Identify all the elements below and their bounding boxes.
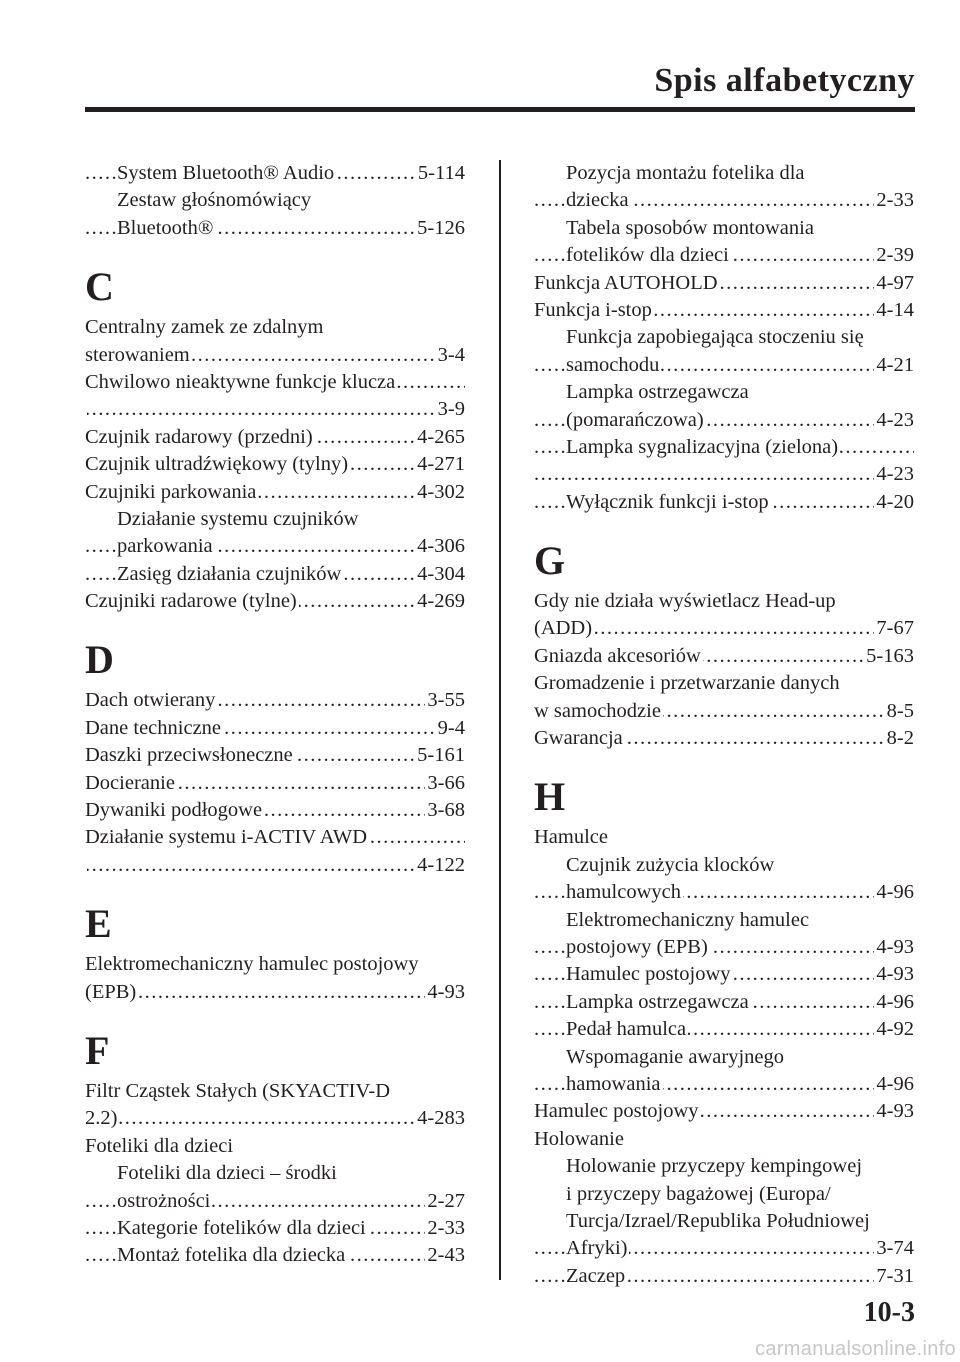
entry-text: Foteliki dla dzieci – środki — [117, 1162, 337, 1185]
index-entry — [534, 670, 914, 697]
entry-text: Afryki) — [566, 1237, 628, 1260]
entry-page-ref: 4-97 — [874, 270, 914, 297]
entry-page-ref: 3-66 — [425, 770, 465, 797]
index-entry — [85, 342, 465, 369]
entry-text: Wyłącznik funkcji i-stop — [566, 490, 769, 513]
page-number: 10-3 — [863, 1297, 915, 1328]
index-subentry — [85, 160, 465, 187]
entry-page-ref: 4-23 — [874, 461, 914, 488]
index-entry — [85, 824, 465, 851]
entry-page-ref: 3-74 — [874, 1235, 914, 1262]
index-subentry — [534, 461, 914, 488]
entry-text: Turcja/Izrael/Republika Południowej — [566, 1209, 870, 1232]
index-subentry — [85, 1188, 465, 1215]
index-entry — [85, 369, 465, 396]
entry-text: samochodu — [566, 353, 660, 376]
entry-text — [85, 854, 87, 876]
index-subentry — [534, 852, 914, 879]
index-entry — [534, 1126, 914, 1153]
index-subentry — [534, 1263, 914, 1290]
entry-page-ref: 5-163 — [864, 643, 914, 670]
entry-text: Gniazda akcesoriów — [534, 644, 701, 667]
index-subentry — [534, 407, 914, 434]
page-header-title: Spis alfabetyczny — [654, 62, 915, 99]
dot-leader — [85, 1105, 465, 1132]
column-divider — [499, 160, 501, 1280]
entry-page-ref: 4-306 — [415, 533, 465, 560]
entry-text: sterowaniem — [85, 343, 190, 366]
entry-page-ref: 4-20 — [874, 489, 914, 516]
index-entry — [85, 1078, 465, 1105]
index-entry — [534, 824, 914, 851]
entry-text: dziecka — [566, 189, 629, 212]
index-subentry — [85, 561, 465, 588]
entry-page-ref: 5-161 — [415, 742, 465, 769]
entry-text: System Bluetooth® Audio — [117, 162, 335, 184]
index-subentry — [85, 533, 465, 560]
index-entry — [85, 314, 465, 341]
entry-text: Lampka ostrzegawcza — [566, 990, 749, 1013]
index-column-right — [534, 160, 914, 1290]
index-subentry — [534, 242, 914, 269]
entry-text: fotelików dla dzieci — [566, 244, 729, 267]
entry-page-ref: 2-43 — [425, 1242, 465, 1269]
entry-text: Czujniki parkowania — [85, 480, 257, 503]
entry-page-ref: 4-96 — [874, 989, 914, 1016]
index-subentry — [534, 879, 914, 906]
index-entry — [85, 479, 465, 506]
entry-text: w samochodzie — [534, 699, 661, 722]
entry-text — [85, 398, 87, 420]
entry-text: Filtr Cząstek Stałych (SKYACTIV-D — [85, 1079, 391, 1102]
index-subentry — [534, 1016, 914, 1043]
index-entry — [85, 1105, 465, 1132]
entry-text: Lampka ostrzegawcza — [566, 381, 749, 404]
entry-text: Bluetooth® — [117, 216, 214, 239]
index-entry — [534, 615, 914, 642]
entry-text: Dywaniki podłogowe — [85, 799, 263, 822]
dot-leader — [534, 461, 914, 488]
entry-text: Centralny zamek ze zdalnym — [85, 316, 324, 339]
index-entry — [85, 451, 465, 478]
dot-leader — [85, 852, 465, 879]
watermark: carmanualsonline.info — [755, 1338, 956, 1360]
index-subentry — [534, 1071, 914, 1098]
entry-text: Chwilowo nieaktywne funkcje klucza — [85, 370, 396, 393]
entry-page-ref: 9-4 — [436, 715, 465, 742]
entry-text: Gwarancja — [534, 727, 623, 750]
entry-text: Działanie systemu czujników — [117, 507, 359, 530]
index-subentry — [534, 1235, 914, 1262]
entry-text: Dane techniczne — [85, 716, 222, 739]
index-entry — [534, 297, 914, 324]
index-subentry — [534, 160, 914, 187]
index-subentry — [85, 1242, 465, 1269]
index-entry — [85, 770, 465, 797]
entry-page-ref: 2-39 — [874, 242, 914, 269]
index-entry — [85, 797, 465, 824]
entry-text: Montaż fotelika dla dziecka — [117, 1244, 346, 1267]
index-subentry — [85, 215, 465, 242]
entry-text: hamulcowych — [566, 881, 681, 904]
entry-text: Docieranie — [85, 771, 175, 794]
index-subentry — [534, 215, 914, 242]
entry-text: Funkcja i-stop — [534, 298, 652, 321]
entry-page-ref: 4-92 — [874, 1016, 914, 1043]
index-entry — [85, 715, 465, 742]
entry-page-ref: 4-93 — [874, 1098, 914, 1125]
index-subentry — [534, 1153, 914, 1180]
entry-text: Czujniki radarowe (tylne) — [85, 590, 297, 613]
index-subentry — [534, 961, 914, 988]
entry-text: Dach otwierany — [85, 689, 216, 712]
entry-page-ref: 7-67 — [874, 615, 914, 642]
index-subentry — [534, 324, 914, 351]
section-letter: C — [85, 264, 114, 310]
index-entry — [534, 725, 914, 752]
entry-page-ref: 4-14 — [874, 297, 914, 324]
entry-text: Hamulec postojowy — [566, 963, 731, 986]
index-subentry — [534, 1208, 914, 1235]
index-subentry — [534, 1181, 914, 1208]
entry-page-ref: 4-93 — [874, 934, 914, 961]
index-subentry — [534, 1044, 914, 1071]
entry-page-ref: 4-93 — [425, 979, 465, 1006]
entry-text: Pedał hamulca — [566, 1018, 687, 1041]
index-subentry — [534, 187, 914, 214]
entry-text: postojowy (EPB) — [566, 935, 708, 958]
section-letter: F — [85, 1027, 110, 1073]
index-subentry — [85, 1215, 465, 1242]
entry-page-ref: 4-122 — [415, 852, 465, 879]
entry-text: Foteliki dla dzieci — [85, 1134, 234, 1157]
entry-page-ref: 4-269 — [415, 588, 465, 615]
dot-leader — [85, 396, 465, 423]
entry-page-ref: 5-126 — [415, 215, 465, 242]
index-subentry — [85, 506, 465, 533]
index-entry — [85, 951, 465, 978]
section-letter: G — [534, 538, 566, 584]
section-letter: D — [85, 637, 114, 683]
index-entry — [85, 687, 465, 714]
dot-leader — [85, 979, 465, 1006]
entry-text — [566, 463, 568, 485]
index-entry — [534, 1098, 914, 1125]
index-subentry — [534, 434, 914, 461]
header-rule — [85, 107, 915, 112]
index-entry — [534, 270, 914, 297]
entry-text: Wspomaganie awaryjnego — [566, 1045, 785, 1068]
index-subentry — [534, 489, 914, 516]
entry-text: Funkcja zapobiegająca stoczeniu się — [566, 326, 864, 349]
entry-page-ref: 8-5 — [885, 698, 914, 725]
entry-text: i przyczepy bagażowej (Europa/ — [566, 1182, 831, 1205]
entry-page-ref: 3-55 — [425, 687, 465, 714]
entry-page-ref: 5-114 — [416, 160, 465, 187]
section-letter: E — [85, 901, 112, 947]
entry-page-ref: 2-27 — [425, 1188, 465, 1215]
entry-text: (ADD) — [534, 617, 593, 640]
entry-text: hamowania — [566, 1072, 661, 1095]
entry-page-ref: 4-304 — [415, 561, 465, 588]
entry-text: Hamulce — [534, 826, 608, 849]
entry-page-ref: 7-31 — [874, 1263, 914, 1290]
index-subentry — [534, 934, 914, 961]
entry-text: parkowania — [117, 535, 213, 558]
entry-page-ref: 3-4 — [436, 342, 465, 369]
entry-text: Czujnik radarowy (przedni) — [85, 425, 313, 448]
index-entry — [85, 979, 465, 1006]
entry-text: Daszki przeciwsłoneczne — [85, 744, 293, 767]
entry-page-ref: 4-265 — [415, 424, 465, 451]
entry-page-ref: 2-33 — [874, 187, 914, 214]
entry-text: Zestaw głośnomówiący — [117, 189, 312, 212]
entry-page-ref: 4-21 — [874, 352, 914, 379]
entry-text: Tabela sposobów montowania — [566, 216, 814, 239]
entry-text: Działanie systemu i-ACTIV AWD — [85, 826, 368, 849]
entry-text: Gdy nie działa wyświetlacz Head-up — [534, 590, 836, 613]
entry-text: (EPB) — [85, 980, 137, 1003]
entry-page-ref: 2-33 — [425, 1215, 465, 1242]
entry-text: Czujnik zużycia klocków — [566, 853, 775, 876]
entry-text: Kategorie fotelików dla dzieci — [117, 1216, 366, 1239]
section-letter: H — [534, 774, 566, 820]
entry-text: Holowanie — [534, 1127, 624, 1150]
entry-page-ref: 4-271 — [415, 451, 465, 478]
entry-page-ref: 4-302 — [415, 479, 465, 506]
index-entry — [85, 424, 465, 451]
index-entry — [85, 588, 465, 615]
index-entry — [85, 396, 465, 423]
entry-page-ref: 8-2 — [885, 725, 914, 752]
index-entry — [534, 588, 914, 615]
index-subentry — [85, 187, 465, 214]
entry-page-ref: 4-96 — [874, 1071, 914, 1098]
entry-text: Zaczep — [566, 1264, 626, 1287]
index-subentry — [534, 907, 914, 934]
entry-text: Zasięg działania czujników — [117, 562, 342, 585]
entry-page-ref: 4-93 — [874, 961, 914, 988]
entry-text: Funkcja AUTOHOLD — [534, 271, 718, 294]
index-subentry — [85, 1160, 465, 1187]
index-subentry — [534, 352, 914, 379]
entry-page-ref: 3-68 — [425, 797, 465, 824]
index-entry — [85, 1133, 465, 1160]
entry-text: (pomarańczowa) — [566, 408, 704, 431]
entry-text: Holowanie przyczepy kempingowej — [566, 1155, 863, 1178]
index-entry — [85, 852, 465, 879]
entry-page-ref: 4-283 — [415, 1105, 465, 1132]
index-subentry — [534, 379, 914, 406]
entry-text: Gromadzenie i przetwarzanie danych — [534, 672, 840, 695]
entry-text: Lampka sygnalizacyjna (zielona) — [566, 435, 839, 458]
index-entry — [85, 742, 465, 769]
entry-text: 2.2) — [85, 1107, 118, 1130]
index-entry — [534, 698, 914, 725]
entry-page-ref: 3-9 — [436, 396, 465, 423]
entry-text: ostrożności — [117, 1189, 211, 1212]
entry-text: Elektromechaniczny hamulec — [566, 908, 810, 931]
entry-page-ref: 4-23 — [874, 407, 914, 434]
entry-text: Pozycja montażu fotelika dla — [566, 162, 805, 184]
index-entry — [534, 643, 914, 670]
entry-text: Czujnik ultradźwiękowy (tylny) — [85, 453, 349, 476]
index-subentry — [534, 989, 914, 1016]
entry-page-ref: 4-96 — [874, 879, 914, 906]
entry-text: Hamulec postojowy — [534, 1100, 699, 1123]
index-column-left — [85, 160, 465, 1270]
entry-text: Elektromechaniczny hamulec postojowy — [85, 953, 419, 976]
